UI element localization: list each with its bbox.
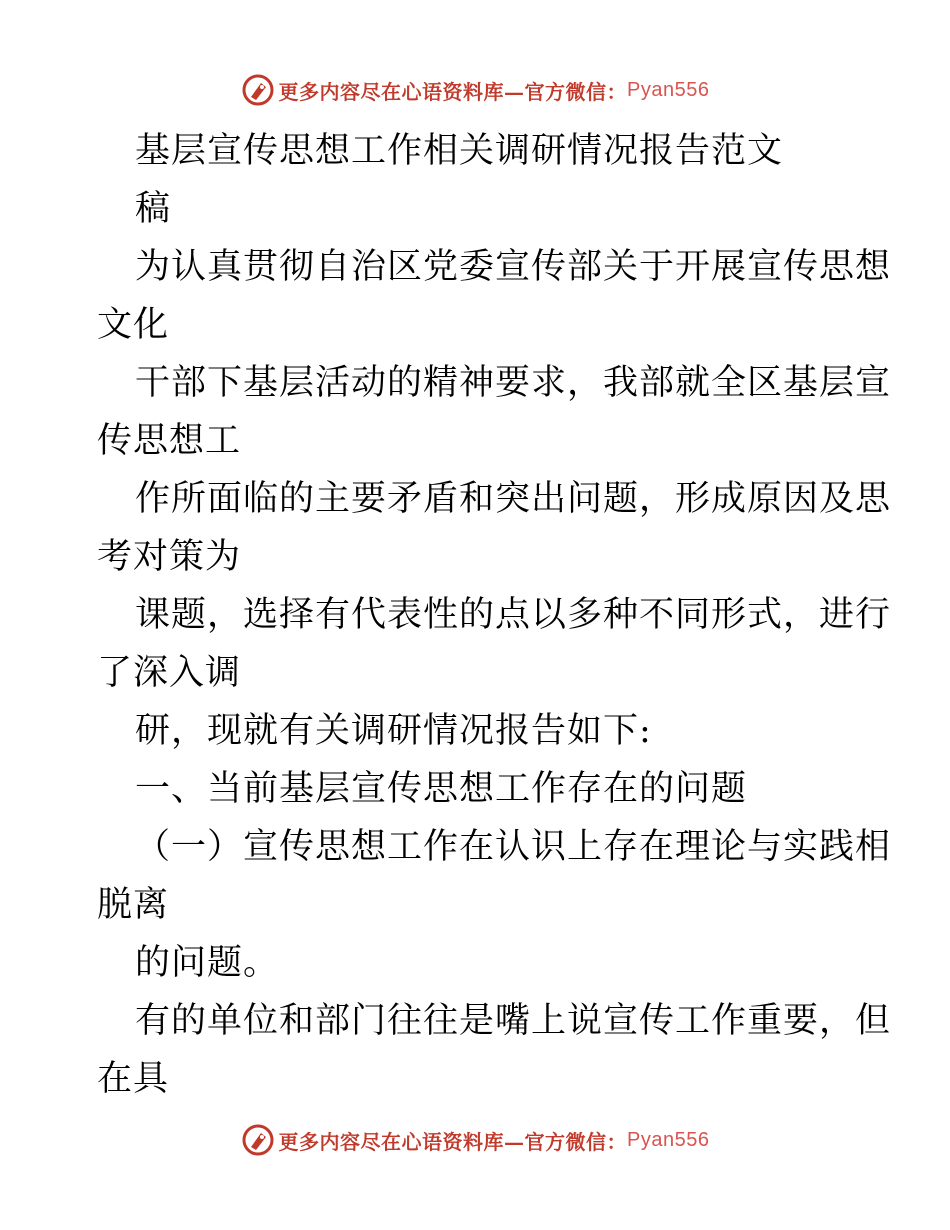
paragraph-line: 为认真贯彻自治区党委宣传部关于开展宣传思想 [135, 247, 892, 287]
paragraph-line: 的问题。 [135, 943, 280, 983]
paragraph-line: 了深入调 [97, 653, 242, 693]
pen-nib-logo-icon [241, 1123, 275, 1157]
header-banner-text: 更多内容尽在心语资料库—官方微信： [278, 79, 628, 104]
document-body [97, 122, 892, 1108]
paragraph-line: 课题，选择有代表性的点以多种不同形式，进行 [135, 595, 892, 635]
pen-nib-logo-icon [241, 73, 275, 107]
paragraph-line: （一）宣传思想工作在认识上存在理论与实践相 [135, 827, 892, 867]
paragraph-line: 在具 [97, 1059, 170, 1099]
paragraph-line: 脱离 [97, 885, 170, 925]
paragraph-line: 文化 [97, 305, 170, 345]
header-banner [0, 70, 950, 110]
footer-banner-text: 更多内容尽在心语资料库—官方微信： [278, 1129, 628, 1154]
paragraph-line: 一、当前基层宣传思想工作存在的问题 [135, 769, 748, 809]
paragraph-line: 作所面临的主要矛盾和突出问题，形成原因及思 [135, 479, 892, 519]
footer-banner [0, 1120, 950, 1160]
paragraph-line: 研，现就有关调研情况报告如下: [135, 711, 652, 751]
header-banner-account: Pyan556 [627, 78, 710, 101]
paragraph-line: 稿 [135, 189, 172, 229]
paragraph-line: 基层宣传思想工作相关调研情况报告范文 [135, 131, 784, 171]
paragraph-line: 传思想工 [97, 421, 242, 461]
paragraph-line: 干部下基层活动的精神要求，我部就全区基层宣 [135, 363, 892, 403]
footer-banner-account: Pyan556 [627, 1128, 710, 1151]
paragraph-line: 考对策为 [97, 537, 242, 577]
paragraph-line: 有的单位和部门往往是嘴上说宣传工作重要，但 [135, 1001, 892, 1041]
